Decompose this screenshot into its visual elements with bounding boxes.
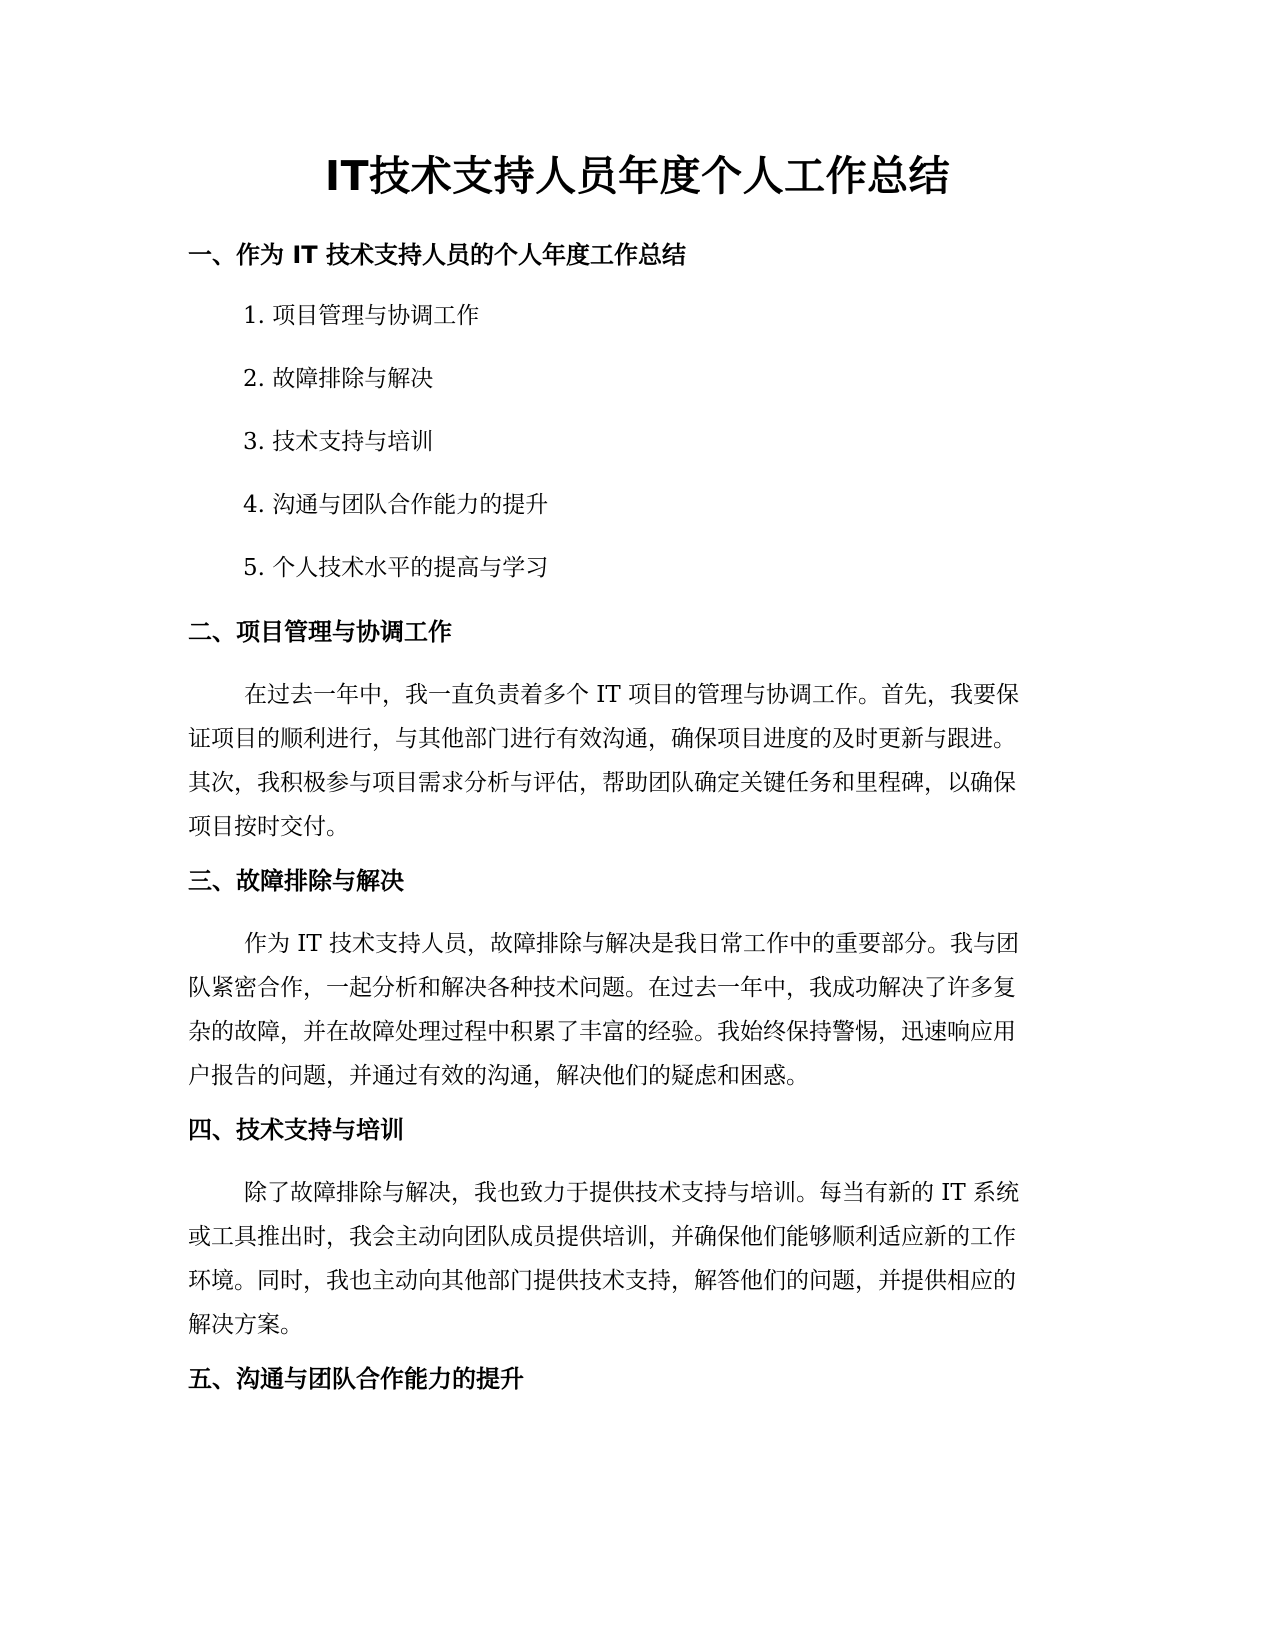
page-title: IT技术支持人员年度个人工作总结	[324, 152, 951, 200]
paragraph-line: 或工具推出时，我会主动向团队成员提供培训，并确保他们能够顺利适应新的工作	[188, 1224, 1016, 1250]
section-heading-2: 二、项目管理与协调工作	[188, 618, 452, 646]
paragraph-line: 杂的故障，并在故障处理过程中积累了丰富的经验。我始终保持警惕，迅速响应用	[188, 1019, 1016, 1045]
list-item: 1. 项目管理与协调工作	[243, 303, 480, 329]
section-heading-4: 四、技术支持与培训	[188, 1116, 404, 1144]
section-paragraph-3	[188, 922, 1090, 1098]
list-item: 4. 沟通与团队合作能力的提升	[243, 492, 549, 518]
paragraph-line: 项目按时交付。	[188, 814, 349, 840]
section-heading-3: 三、故障排除与解决	[188, 867, 404, 895]
paragraph-line: 除了故障排除与解决，我也致力于提供技术支持与培训。每当有新的 IT 系统	[244, 1180, 1020, 1206]
list-item: 3. 技术支持与培训	[243, 429, 434, 455]
paragraph-line: 作为 IT 技术支持人员，故障排除与解决是我日常工作中的重要部分。我与团	[244, 931, 1020, 957]
paragraph-line: 其次，我积极参与项目需求分析与评估，帮助团队确定关键任务和里程碑，以确保	[188, 770, 1016, 796]
paragraph-line: 解决方案。	[188, 1312, 303, 1338]
section-paragraph-4	[188, 1171, 1090, 1347]
section-paragraph-2	[188, 673, 1090, 849]
paragraph-line: 在过去一年中，我一直负责着多个 IT 项目的管理与协调工作。首先，我要保	[244, 682, 1020, 708]
paragraph-line: 户报告的问题，并通过有效的沟通，解决他们的疑虑和困惑。	[188, 1063, 809, 1089]
paragraph-line: 证项目的顺利进行，与其他部门进行有效沟通，确保项目进度的及时更新与跟进。	[188, 726, 1016, 752]
list-item: 2. 故障排除与解决	[243, 366, 434, 392]
list-item: 5. 个人技术水平的提高与学习	[243, 555, 549, 581]
paragraph-line: 队紧密合作，一起分析和解决各种技术问题。在过去一年中，我成功解决了许多复	[188, 975, 1016, 1001]
section-heading-1: 一、作为 IT 技术支持人员的个人年度工作总结	[188, 241, 687, 269]
section-heading-5: 五、沟通与团队合作能力的提升	[188, 1365, 524, 1393]
paragraph-line: 环境。同时，我也主动向其他部门提供技术支持，解答他们的问题，并提供相应的	[188, 1268, 1016, 1294]
